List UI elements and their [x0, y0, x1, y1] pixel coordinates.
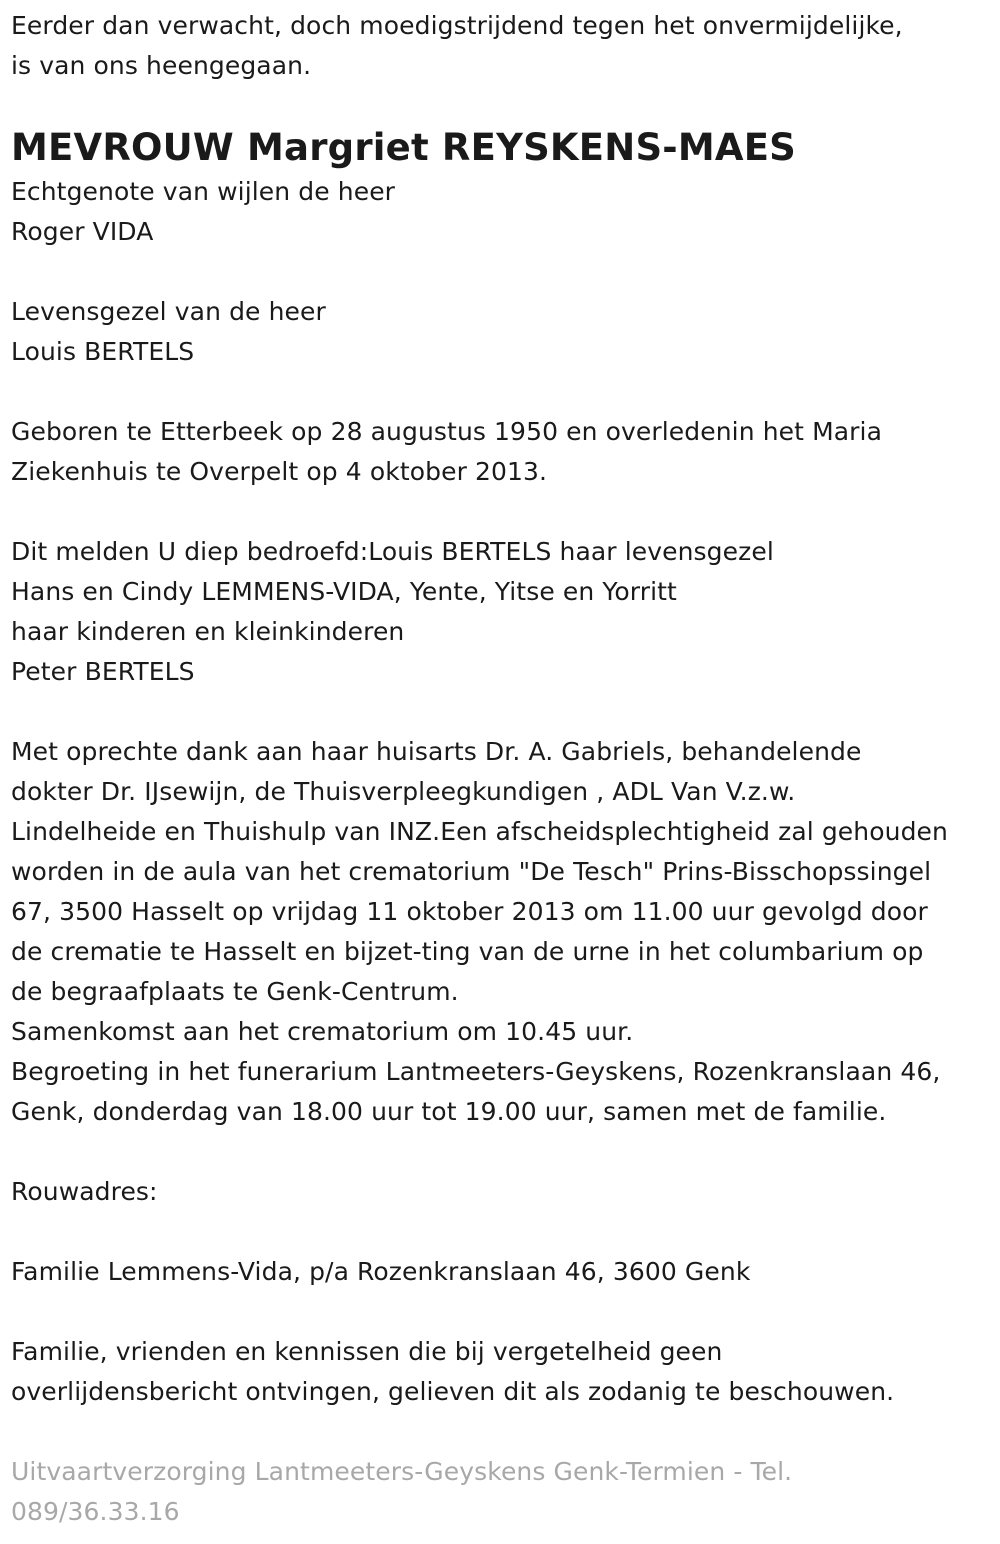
footer-phone: 089/36.33.16 — [11, 1497, 180, 1526]
thanks-line-2: dokter Dr. IJsewijn, de Thuisverpleegkundigen , ADL Van V.z.w. — [11, 777, 796, 806]
family-line-3: haar kinderen en kleinkinderen — [11, 617, 405, 646]
notice-line-2: overlijdensbericht ontvingen, gelieven dit als zodanig te beschouwen. — [11, 1377, 895, 1406]
spouse-name: Roger VIDA — [11, 217, 154, 246]
partner-label: Levensgezel van de heer — [11, 297, 326, 326]
footer-line-1: Uitvaartverzorging Lantmeeters-Geyskens Genk-Termien - Tel. — [11, 1457, 793, 1486]
thanks-line-5: 67, 3500 Hasselt op vrijdag 11 oktober 2013 om 11.00 uur gevolgd door — [11, 897, 928, 926]
spacer — [11, 252, 996, 292]
spacer — [11, 1132, 996, 1172]
spacer — [11, 1412, 996, 1452]
thanks-line-4: worden in de aula van het crematorium "De Tesch" Prins-Bisschopssingel — [11, 857, 932, 886]
spacer — [11, 372, 996, 412]
obituary-notice — [11, 6, 996, 1532]
family-line-2: Hans en Cindy LEMMENS-VIDA, Yente, Yitse en Yorritt — [11, 577, 677, 606]
family-line-1: Dit melden U diep bedroefd:Louis BERTELS haar levensgezel — [11, 537, 774, 566]
spacer — [11, 692, 996, 732]
spacer — [11, 1292, 996, 1332]
partner-name: Louis BERTELS — [11, 337, 195, 366]
deceased-name: MEVROUW Margriet REYSKENS-MAES — [11, 126, 797, 169]
address-label: Rouwadres: — [11, 1177, 158, 1206]
family-line-4: Peter BERTELS — [11, 657, 195, 686]
thanks-line-1: Met oprechte dank aan haar huisarts Dr. A. Gabriels, behandelende — [11, 737, 862, 766]
birth-line-1: Geboren te Etterbeek op 28 augustus 1950 en overledenin het Maria — [11, 417, 883, 446]
thanks-line-10: Genk, donderdag van 18.00 uur tot 19.00 uur, samen met de familie. — [11, 1097, 887, 1126]
birth-line-2: Ziekenhuis te Overpelt op 4 oktober 2013. — [11, 457, 548, 486]
thanks-line-6: de crematie te Hasselt en bijzet-ting van de urne in het columbarium op — [11, 937, 924, 966]
notice-line-1: Familie, vrienden en kennissen die bij vergetelheid geen — [11, 1337, 723, 1366]
spacer — [11, 492, 996, 532]
spacer — [11, 1212, 996, 1252]
mourning-address: Familie Lemmens-Vida, p/a Rozenkranslaan 46, 3600 Genk — [11, 1257, 751, 1286]
thanks-line-8: Samenkomst aan het crematorium om 10.45 uur. — [11, 1017, 634, 1046]
intro-line-1: Eerder dan verwacht, doch moedigstrijdend tegen het onvermijdelijke, — [11, 11, 903, 40]
thanks-line-7: de begraafplaats te Genk-Centrum. — [11, 977, 459, 1006]
thanks-line-9: Begroeting in het funerarium Lantmeeters-Geyskens, Rozenkranslaan 46, — [11, 1057, 941, 1086]
funeral-home-footer — [11, 1452, 996, 1532]
thanks-line-3: Lindelheide en Thuishulp van INZ.Een afscheidsplechtigheid zal gehouden — [11, 817, 948, 846]
spouse-label: Echtgenote van wijlen de heer — [11, 177, 396, 206]
intro-line-2: is van ons heengegaan. — [11, 51, 312, 80]
